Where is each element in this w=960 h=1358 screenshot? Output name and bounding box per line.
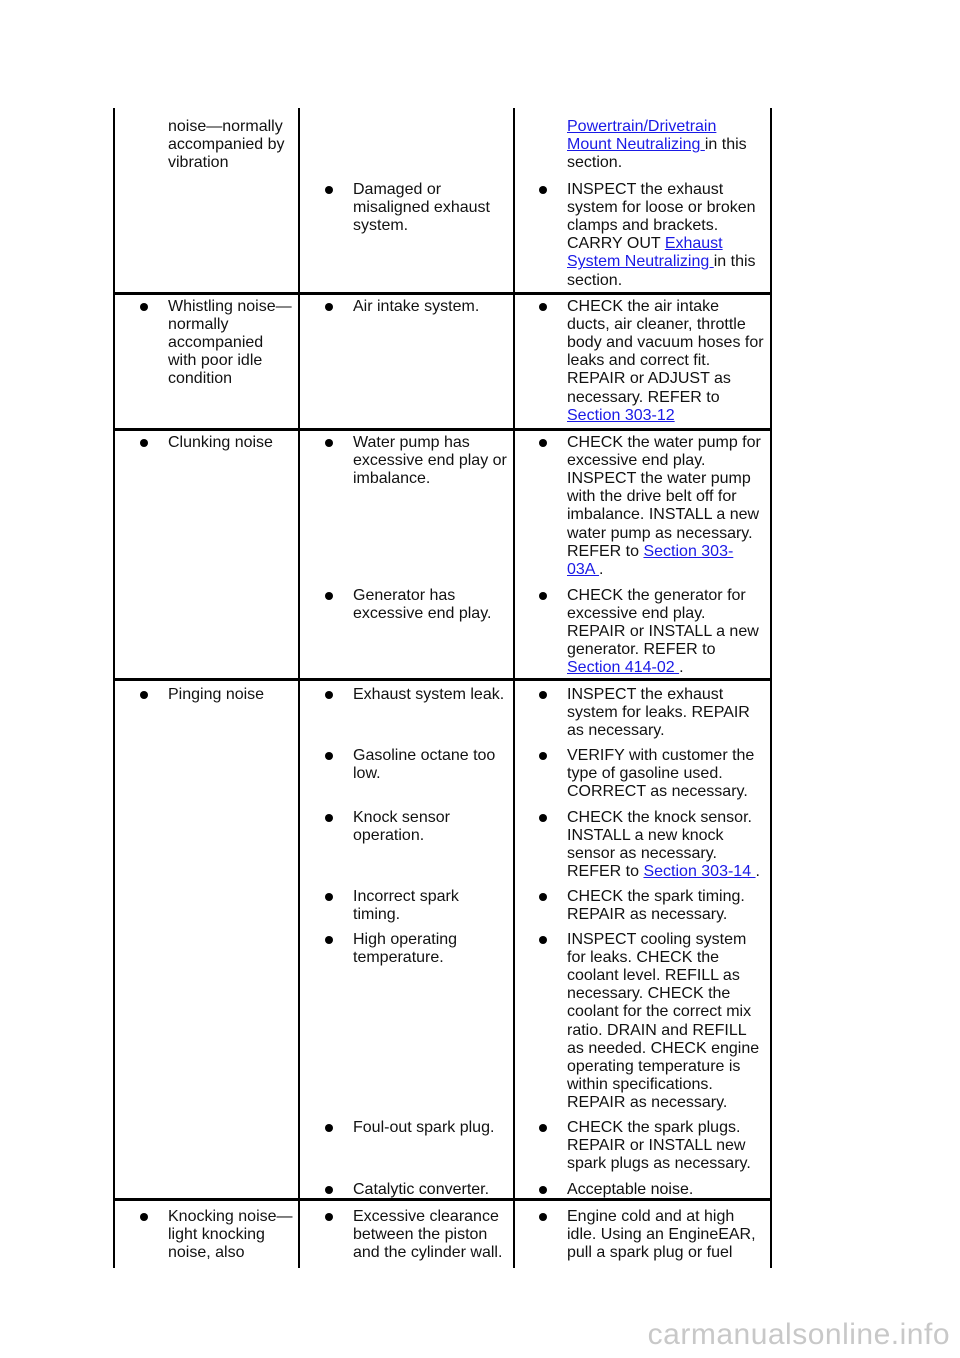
action-line <box>567 1058 740 1076</box>
action-line <box>567 253 756 271</box>
source-text: and the cylinder wall. <box>353 1244 503 1262</box>
bullet-icon <box>539 814 547 822</box>
action-line <box>567 1208 734 1226</box>
bullet-icon <box>325 814 333 822</box>
action-text: ratio. DRAIN and REFILL <box>567 1021 747 1039</box>
action-text: coolant level. REFILL as <box>567 967 740 985</box>
action-text: Acceptable noise. <box>567 1181 694 1198</box>
condition-text: normally <box>168 316 229 334</box>
action-text: INSPECT the water pump <box>567 470 751 488</box>
action-text: necessary. CHECK the <box>567 985 731 1003</box>
reference-link[interactable]: Section 303- <box>643 542 734 560</box>
action-text: leaks and correct fit. <box>567 352 711 370</box>
action-text: . <box>679 659 684 677</box>
bullet-icon <box>140 439 148 447</box>
condition-text: with poor idle <box>168 352 263 370</box>
action-line <box>567 783 748 801</box>
condition-text: noise—normally <box>168 118 283 135</box>
reference-link[interactable]: Powertrain/Drivetrain <box>567 118 717 135</box>
action-text: operating temperature is <box>567 1057 741 1075</box>
bullet-icon <box>539 691 547 699</box>
source-text: High operating <box>353 931 458 948</box>
source-text: Water pump has <box>353 434 470 451</box>
action-text: water pump as necessary. <box>567 524 753 542</box>
condition-text: light knocking <box>168 1226 265 1244</box>
source-text: temperature. <box>353 949 444 967</box>
reference-link[interactable]: 03A <box>567 560 600 578</box>
action-text: REFER to <box>567 542 644 560</box>
source-text: Excessive clearance <box>353 1208 499 1225</box>
action-text: CHECK the spark plugs. <box>567 1119 741 1136</box>
row-border <box>113 428 772 431</box>
column-border <box>298 108 300 1268</box>
bullet-icon <box>325 752 333 760</box>
action-line <box>567 1119 740 1137</box>
source-text: Generator has <box>353 587 456 604</box>
bullet-icon <box>539 936 547 944</box>
row-border <box>113 678 772 681</box>
bullet-icon <box>325 1186 333 1194</box>
action-line <box>567 154 622 172</box>
bullet-icon <box>539 592 547 600</box>
source-text: Catalytic converter. <box>353 1181 490 1198</box>
action-line <box>567 722 665 740</box>
action-line <box>567 1137 745 1155</box>
bullet-icon <box>325 936 333 944</box>
action-line <box>567 906 727 924</box>
reference-link[interactable]: Section 303-12 <box>567 406 675 424</box>
action-line <box>567 967 740 985</box>
action-line <box>567 1155 751 1173</box>
action-text: excessive end play. <box>567 605 706 623</box>
bullet-icon <box>325 893 333 901</box>
action-text: with the drive belt off for <box>567 488 737 506</box>
action-line <box>567 118 716 136</box>
action-text: CHECK the water pump for <box>567 434 761 451</box>
action-text: as needed. CHECK engine <box>567 1039 760 1057</box>
action-text: generator. REFER to <box>567 641 716 659</box>
column-border <box>770 108 772 1268</box>
action-text: coolant for the correct mix <box>567 1003 752 1021</box>
action-text: ducts, air cleaner, throttle <box>567 316 746 334</box>
action-text: INSPECT the exhaust <box>567 686 724 703</box>
action-line <box>567 931 746 949</box>
action-line <box>567 488 737 506</box>
action-line <box>567 623 759 641</box>
bullet-icon <box>539 1186 547 1194</box>
bullet-icon <box>325 592 333 600</box>
action-line <box>567 888 745 906</box>
condition-text: vibration <box>168 154 229 172</box>
condition-text: noise, also <box>168 1244 245 1262</box>
action-text: REPAIR or INSTALL a new <box>567 623 759 641</box>
bullet-icon <box>539 1124 547 1132</box>
action-line <box>567 543 733 561</box>
action-text: VERIFY with customer the <box>567 747 755 764</box>
action-line <box>567 949 719 967</box>
action-line <box>567 181 723 199</box>
action-line <box>567 1003 751 1021</box>
action-line <box>567 389 720 407</box>
bullet-icon <box>325 303 333 311</box>
action-text: INSPECT the exhaust <box>567 181 724 198</box>
bullet-icon <box>140 1213 148 1221</box>
action-line <box>567 827 724 845</box>
action-line <box>567 370 731 388</box>
bullet-icon <box>140 691 148 699</box>
action-line <box>567 334 764 352</box>
action-line <box>567 1181 693 1199</box>
row-border <box>113 292 772 295</box>
action-line <box>567 641 716 659</box>
action-line <box>567 1094 727 1112</box>
action-line <box>567 587 746 605</box>
action-line <box>567 470 751 488</box>
action-line <box>567 235 723 253</box>
bullet-icon <box>325 1124 333 1132</box>
action-text: REPAIR as necessary. <box>567 906 728 924</box>
action-text: CORRECT as necessary. <box>567 783 748 801</box>
action-text: pull a spark plug or fuel <box>567 1244 733 1262</box>
source-text: operation. <box>353 827 425 845</box>
action-text: CHECK the generator for <box>567 587 746 604</box>
bullet-icon <box>539 893 547 901</box>
action-line <box>567 1022 747 1040</box>
action-text: in this <box>713 253 756 271</box>
source-text: imbalance. <box>353 470 431 488</box>
action-line <box>567 809 752 827</box>
reference-link[interactable]: System Neutralizing <box>567 253 714 271</box>
action-text: CHECK the air intake <box>567 298 720 315</box>
bullet-icon <box>325 1213 333 1221</box>
action-text: as necessary. <box>567 722 665 740</box>
action-line <box>567 316 746 334</box>
action-text: system for loose or broken <box>567 199 756 217</box>
action-line <box>567 845 717 863</box>
action-text: idle. Using an EngineEAR, <box>567 1226 756 1244</box>
action-line <box>567 1040 759 1058</box>
source-text: Air intake system. <box>353 298 480 315</box>
action-line <box>567 605 705 623</box>
source-text: system. <box>353 217 409 235</box>
reference-link[interactable]: Section 303-14 <box>643 863 756 881</box>
action-text: REPAIR or ADJUST as <box>567 370 731 388</box>
action-line <box>567 298 719 316</box>
action-line <box>567 561 603 579</box>
action-line <box>567 352 710 370</box>
action-line <box>567 272 622 290</box>
source-text: between the piston <box>353 1226 488 1244</box>
source-text: Gasoline octane too <box>353 747 496 764</box>
condition-text: Knocking noise— <box>168 1208 293 1225</box>
condition-text: condition <box>168 370 233 388</box>
action-line <box>567 1076 713 1094</box>
action-text: imbalance. INSTALL a new <box>567 506 760 524</box>
action-line <box>567 199 756 217</box>
action-text: REPAIR or INSTALL new <box>567 1137 746 1155</box>
action-text: . <box>755 863 760 881</box>
action-line <box>567 506 759 524</box>
action-text: CARRY OUT <box>567 235 665 253</box>
source-text: Damaged or <box>353 181 442 198</box>
action-text: CHECK the knock sensor. <box>567 809 752 826</box>
bullet-icon <box>325 691 333 699</box>
action-line <box>567 407 675 425</box>
column-border <box>513 108 515 1268</box>
bullet-icon <box>539 303 547 311</box>
source-text: Knock sensor <box>353 809 450 826</box>
action-text: . <box>599 560 604 578</box>
bullet-icon <box>140 303 148 311</box>
action-line <box>567 747 754 765</box>
bullet-icon <box>539 186 547 194</box>
action-text: section. <box>567 154 623 172</box>
action-line <box>567 863 760 881</box>
source-text: misaligned exhaust <box>353 199 490 217</box>
reference-link[interactable]: Mount Neutralizing <box>567 136 705 154</box>
action-text: sensor as necessary. <box>567 845 717 863</box>
source-text: timing. <box>353 906 401 924</box>
bullet-icon <box>325 439 333 447</box>
source-text: low. <box>353 765 381 783</box>
action-text: necessary. REFER to <box>567 388 720 406</box>
action-text: INSPECT cooling system <box>567 931 747 948</box>
action-text: clamps and brackets. <box>567 217 719 235</box>
action-line <box>567 434 761 452</box>
source-text: Incorrect spark <box>353 888 459 905</box>
condition-text: Pinging noise <box>168 686 265 703</box>
watermark-text: carmanualsonline.info <box>647 1318 950 1351</box>
action-line <box>567 452 705 470</box>
action-line <box>567 686 723 704</box>
action-text: type of gasoline used. <box>567 765 723 783</box>
action-text: for leaks. CHECK the <box>567 949 720 967</box>
action-text: Engine cold and at high <box>567 1208 735 1225</box>
column-border <box>113 108 115 1268</box>
action-line <box>567 985 730 1003</box>
source-text: Foul-out spark plug. <box>353 1119 495 1136</box>
action-line <box>567 765 723 783</box>
condition-text: Whistling noise— <box>168 298 292 315</box>
condition-text: Clunking noise <box>168 434 273 451</box>
source-text: excessive end play or <box>353 452 507 470</box>
condition-text: accompanied by <box>168 136 285 154</box>
reference-link[interactable]: Exhaust <box>664 235 723 253</box>
bullet-icon <box>539 752 547 760</box>
action-text: in this <box>704 136 747 154</box>
action-text: REPAIR as necessary. <box>567 1093 728 1111</box>
action-line <box>567 704 750 722</box>
bullet-icon <box>539 439 547 447</box>
source-text: excessive end play. <box>353 605 492 623</box>
bullet-icon <box>539 1213 547 1221</box>
action-line <box>567 217 718 235</box>
reference-link[interactable]: Section 414-02 <box>567 659 680 677</box>
action-line <box>567 1226 756 1244</box>
action-line <box>567 1244 732 1262</box>
bullet-icon <box>325 186 333 194</box>
action-line <box>567 525 753 543</box>
source-text: Exhaust system leak. <box>353 686 505 703</box>
action-text: system for leaks. REPAIR <box>567 704 750 722</box>
action-line <box>567 136 747 154</box>
action-text: CHECK the spark timing. <box>567 888 745 905</box>
action-text: within specifications. <box>567 1075 713 1093</box>
action-text: section. <box>567 271 623 289</box>
action-text: body and vacuum hoses for <box>567 334 764 352</box>
action-text: INSTALL a new knock <box>567 827 724 845</box>
action-text: REFER to <box>567 863 644 881</box>
condition-text: accompanied <box>168 334 264 352</box>
action-text: excessive end play. <box>567 452 706 470</box>
action-line <box>567 659 684 677</box>
action-text: spark plugs as necessary. <box>567 1155 751 1173</box>
